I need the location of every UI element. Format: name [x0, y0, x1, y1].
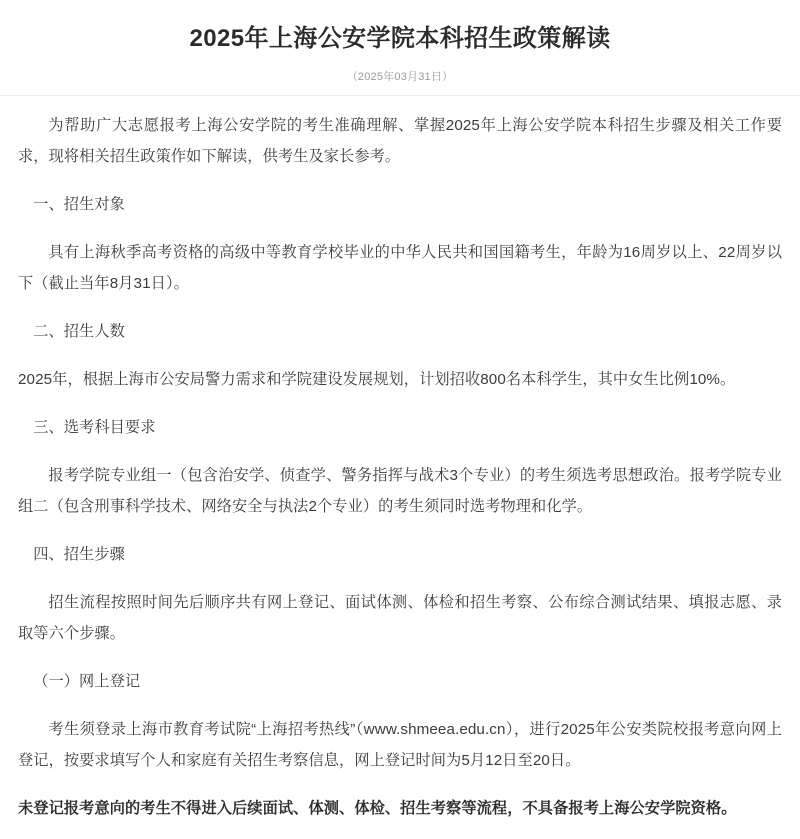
section-heading-1: 一、招生对象 [33, 196, 125, 213]
subsection-text-1: 考生须登录上海市教育考试院“上海招考热线”（www.shmeea.edu.cn），进行2025年公安类院校报考意向网上登记，按要求填写个人和家庭有关招生考察信息，网上登记时间为5月12日至20日。 [18, 721, 782, 769]
section-text-2: 2025年，根据上海市公安局警力需求和学院建设发展规划，计划招收800名本科学生，其中女生比例10%。 [18, 371, 736, 388]
section-text-3: 报考学院专业组一（包含治安学、侦查学、警务指挥与战术3个专业）的考生须选考思想政治。报考学院专业组二（包含刑事科学技术、网络安全与执法2个专业）的考生须同时选考物理和化学。 [18, 467, 782, 515]
section-heading-3: 三、选考科目要求 [33, 419, 156, 436]
intro-paragraph: 为帮助广大志愿报考上海公安学院的考生准确理解、掌握2025年上海公安学院本科招生步骤及相关工作要求，现将相关招生政策作如下解读，供考生及家长参考。 [18, 117, 782, 165]
section-text-4: 招生流程按照时间先后顺序共有网上登记、面试体测、体检和招生考察、公布综合测试结果、填报志愿、录取等六个步骤。 [18, 594, 782, 642]
page-title: 2025年上海公安学院本科招生政策解读 [189, 25, 611, 52]
article-body [0, 96, 800, 824]
section-text-1: 具有上海秋季高考资格的高级中等教育学校毕业的中华人民共和国国籍考生，年龄为16周岁以上、22周岁以下（截止当年8月31日）。 [18, 244, 782, 292]
publish-date: （2025年03月31日） [346, 71, 454, 83]
warning-paragraph: 未登记报考意向的考生不得进入后续面试、体测、体检、招生考察等流程，不具备报考上海公安学院资格。 [18, 800, 737, 817]
section-heading-4: 四、招生步骤 [33, 546, 125, 563]
section-heading-2: 二、招生人数 [33, 323, 125, 340]
subsection-heading-1: （一）网上登记 [33, 673, 141, 690]
article-header [0, 0, 800, 96]
